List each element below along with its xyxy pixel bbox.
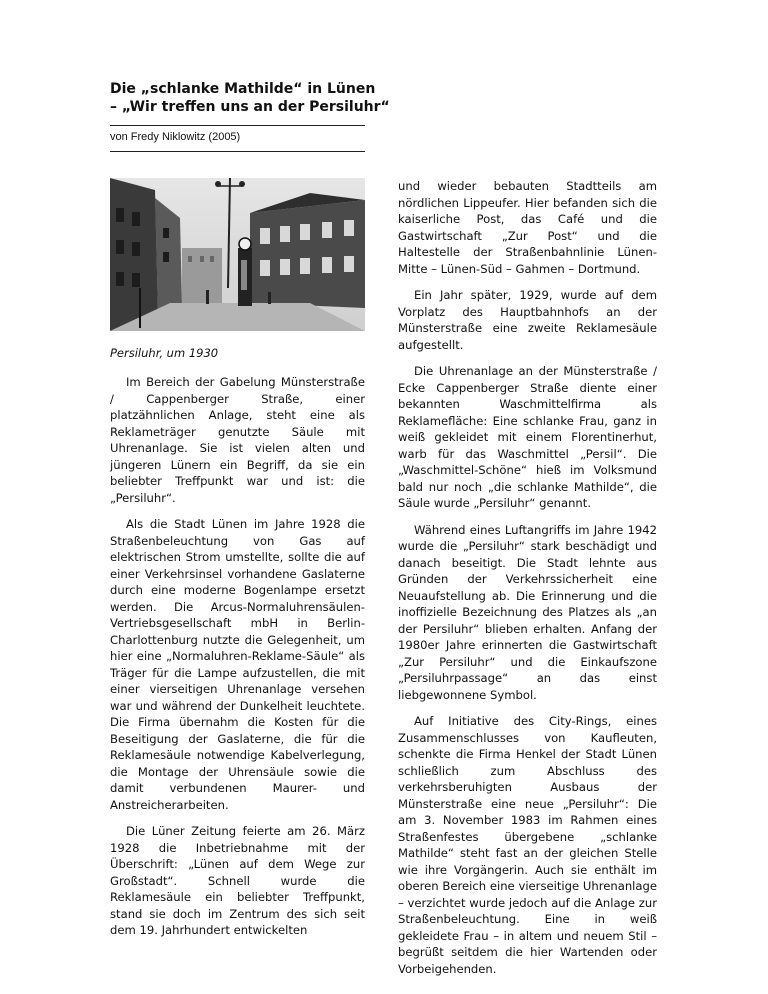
- paragraph: Ein Jahr später, 1929, wurde auf dem Vorplatz des Hauptbahnhofs an der Münsterstraße eine zweite Reklamesäule aufgestellt.: [398, 288, 657, 352]
- paragraph: Während eines Luftangriffs im Jahre 1942 wurde die „Persiluhr“ stark beschädigt und danach beseitigt. Die Stadt lehnte aus Gründen der Verkehrssicherheit eine Neuaufstellung ab. Die Erinnerung und die inoffizielle Bezeichnung des Platzes als „an der Persiluhr“ blieben erhalten. Anfang der 1980er Jahre erinnerten die Gastwirtschaft „Zur Persiluhr“ und die Einkaufszone „Persiluhrpassage“ an das einst liebgewonnene Symbol.: [398, 522, 657, 702]
- paragraph: Die Uhrenanlage an der Münsterstraße / Ecke Cappenberger Straße diente einer bekannten Waschmittelfirma als Reklamefläche: Eine schlanke Frau, ganz in weiß gekleidet mit einem Florentinerhut, warb für das Waschmittel „Persil“. Die „Waschmittel-Schöne“ hieß im Volksmund bald nur noch „die schlanke Mathilde“, die Säule wurde „Persiluhr“ genannt.: [398, 364, 657, 510]
- photo-caption: Persiluhr, um 1930: [110, 346, 219, 360]
- historic-photo: [110, 178, 365, 331]
- title-line-2: – „Wir treffen uns an der Persiluhr“: [110, 99, 390, 115]
- paragraph: Auf Initiative des City-Rings, eines Zusammenschlusses von Kaufleuten, schenkte die Firma Henkel der Stadt Lünen schließlich zum Abschluss des verkehrsberuhigten Ausbaus der Münsterstraße eine neue „Persiluhr“: Die am 3. November 1983 im Rahmen eines Straßenfestes übergebene „schlanke Mathilde“ steht fast an der gleichen Stelle wie ihre Vorgängerin. Auch sie enthält im oberen Bereich eine vierseitige Uhrenanlage – verzichtet wurde jedoch auf die Anlage zur Straßenbeleuchtung. Eine in weiß gekleidete Frau – in altem und neuem Stil – begrüßt seitdem die hier Wartenden oder Vorbeigehenden.: [398, 714, 657, 976]
- text-column-right: [398, 178, 657, 987]
- text-column-left: [110, 374, 365, 949]
- paragraph: Die Lüner Zeitung feierte am 26. März 1928 die Inbetriebnahme mit der Überschrift: „Lünen auf dem Wege zur Großstadt“. Schnell wurde die Reklamesäule ein beliebter Treffpunkt, stand sie doch im Zentrum des sich seit dem 19. Jahrhundert entwickelten: [110, 824, 365, 937]
- bottom-divider: [110, 151, 365, 152]
- article-title: [110, 80, 410, 116]
- paragraph: Als die Stadt Lünen im Jahre 1928 die Straßenbeleuchtung von Gas auf elektrischen Strom umstellte, sollte die auf einer Verkehrsinsel vorhandene Gaslaterne durch eine moderne Bogenlampe ersetzt werden. Die Arcus-Normaluhrensäulen-Vertriebsgesellschaft mbH in Berlin-Charlottenburg nutzte die Gelegenheit, um hier eine „Normaluhren-Reklame-Säule“ als Träger für die Lampe aufzustellen, die mit einer vierseitigen Uhrenanlage versehen war und während der Dunkelheit leuchtete. Die Firma übernahm die Kosten für die Beseitigung der Gaslaterne, die für die Reklamesäule notwendige Kabelverlegung, die Montage der Uhrensäule sowie die damit verbundenen Maurer- und Anstreicherarbeiten.: [110, 517, 365, 812]
- street-scene-photo: [110, 178, 365, 331]
- title-line-1: Die „schlanke Mathilde“ in Lünen: [110, 81, 376, 97]
- paragraph: Im Bereich der Gabelung Münsterstraße / Cappenberger Straße, einer platzähnlichen Anlage, steht eine als Reklameträger genutzte Säule mit Uhrenanlage. Sie ist vielen alten und jüngeren Lünern ein Begriff, da sie ein beliebter Treffpunkt war und ist: die „Persiluhr“.: [110, 375, 365, 505]
- paragraph: und wieder bebauten Stadtteils am nördlichen Lippeufer. Hier befanden sich die kaiserliche Post, das Café und die Gastwirtschaft „Zur Post“ und die Haltestelle der Straßenbahnlinie Lünen-Mitte – Lünen-Süd – Gahmen – Dortmund.: [398, 179, 657, 276]
- author-line: von Fredy Niklowitz (2005): [110, 131, 241, 143]
- top-divider: [110, 125, 365, 126]
